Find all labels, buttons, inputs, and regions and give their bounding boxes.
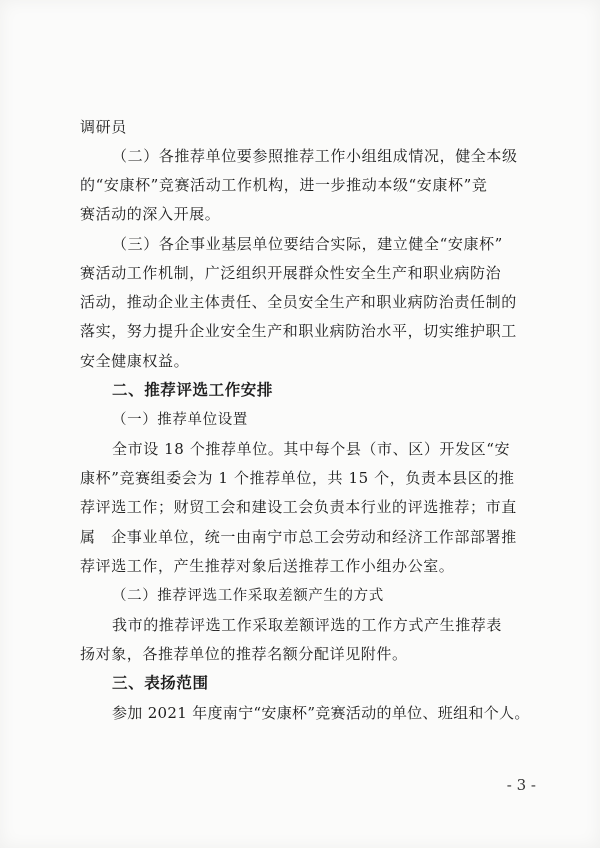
- text-line: 荐评选工作；财贸工会和建设工会负责本行业的评选推荐；市直: [80, 498, 517, 516]
- text-line: 属 企事业单位，统一由南宁市总工会劳动和经济工作部部署推: [80, 528, 517, 546]
- text-line: 康杯”竞赛组委会为 1 个推荐单位，共 15 个，负责本县区的推: [80, 469, 515, 487]
- text-line: 安全健康权益。: [80, 352, 190, 370]
- text-line: 我市的推荐评选工作采取差额评选的工作方式产生推荐表: [112, 616, 503, 634]
- subsection-heading: （二）推荐评选工作采取差额产生的方式: [112, 588, 384, 604]
- text-line: 落实，努力提升企业安全生产和职业病防治水平，切实维护职工: [80, 322, 517, 340]
- text-line: 调研员: [80, 118, 127, 136]
- text-line: 的“安康杯”竞赛活动工作机构，进一步推动本级“安康杯”竞: [80, 176, 488, 194]
- text-line: 扬对象，各推荐单位的推荐名额分配详见附件。: [80, 645, 408, 663]
- text-line: （三）各企事业基层单位要结合实际，建立健全“安康杯”: [112, 235, 503, 253]
- page-number: - 3 -: [506, 776, 536, 794]
- section-heading: 三、表扬范围: [112, 673, 209, 692]
- text-line: （二）各推荐单位要参照推荐工作小组组成情况，健全本级: [112, 147, 518, 165]
- text-line: 赛活动工作机制，广泛组织开展群众性安全生产和职业病防治: [80, 264, 502, 282]
- text-line: 全市设 18 个推荐单位。其中每个县（市、区）开发区“安: [112, 440, 511, 458]
- section-heading: 二、推荐评选工作安排: [112, 380, 274, 399]
- text-line: 活动，推动企业主体责任、全员安全生产和职业病防治责任制的: [80, 293, 517, 311]
- text-line: 荐评选工作，产生推荐对象后送推荐工作小组办公室。: [80, 557, 455, 575]
- text-line: 赛活动的深入开展。: [80, 205, 221, 223]
- subsection-heading: （一）推荐单位设置: [112, 412, 248, 428]
- text-line: 参加 2021 年度南宁“安康杯”竞赛活动的单位、班组和个人。: [112, 704, 530, 722]
